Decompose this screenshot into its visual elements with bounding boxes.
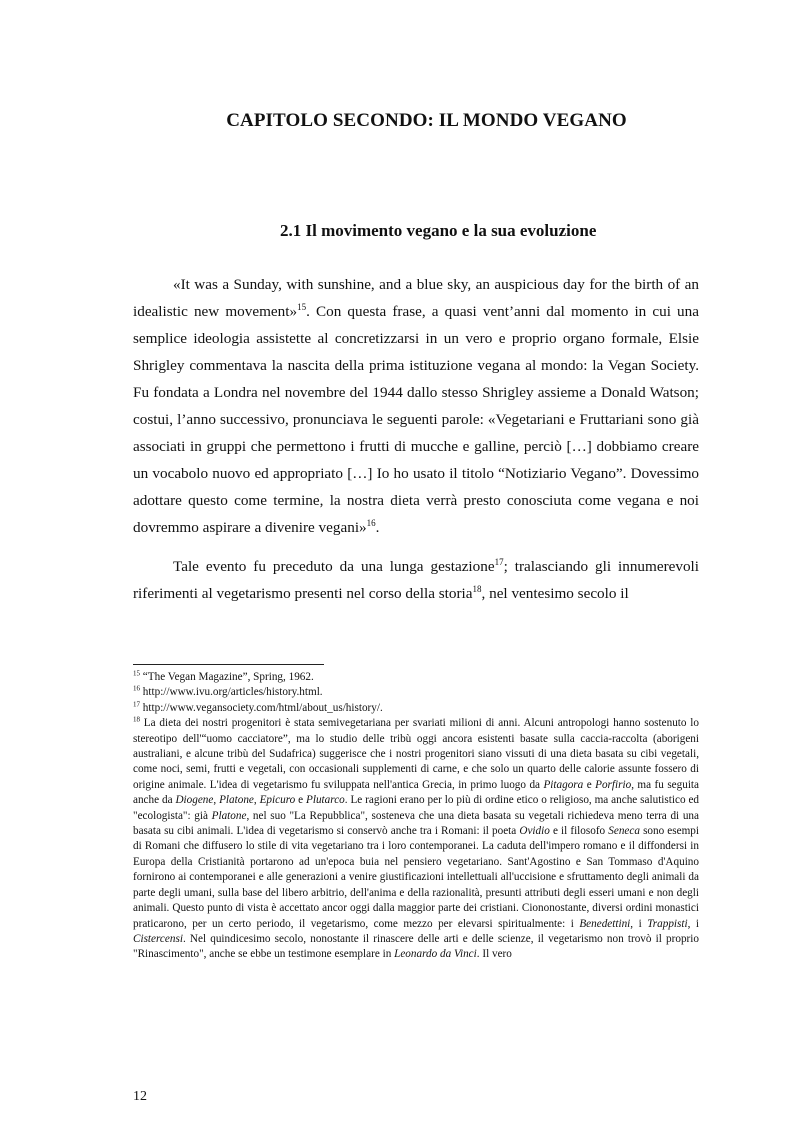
- paragraph-1-text-a: «It was a Sunday, with sunshine, and a blue sky, an auspicious day for the birth of an idealistic new movement»: [133, 276, 699, 320]
- footnotes: [133, 670, 699, 963]
- footnote-16: [133, 685, 699, 700]
- paragraph-2-text-a: Tale evento fu preceduto da una lunga gestazione: [173, 558, 495, 575]
- footnote-italic-name: Ovidio: [519, 825, 550, 838]
- footnote-text: La dieta dei nostri progenitori è stata semivegetariana per svariati milioni di anni. Alcuni antropologi hanno sostenuto lo stereotipo dell'“uomo cacciatore”, ma lo studio delle tribù oggi ancora esistenti basate sulla caccia-raccolta (aborigeni australiani, e alcune tribù del Sudafrica) suggerisce che i nostri progenitori siano vissuti di una dieta basata su cibi vegetali, come noci, semi, frutti e vegetali, con occasionali supplementi di carne, e che solo un quarto delle calorie assunte fossero di origine animale. L'idea di vegetarismo fu sviluppata nell'antica Grecia, in primo luogo da: [133, 717, 699, 791]
- footnote-italic-name: Platone: [219, 794, 254, 807]
- paragraph-1: [133, 271, 699, 541]
- footnote-text: , nel suo "La Repubblica", sosteneva che una dieta basata su vegetali richiedeva meno terra di una basata su cibi animali. L'idea di vegetarismo si conservò anche tra i Romani: il poeta: [133, 809, 699, 838]
- footnote-separator: [133, 664, 324, 665]
- footnote-text: e il filosofo: [549, 825, 609, 838]
- paragraph-1-text-b: . Con questa frase, a quasi vent’anni dal momento in cui una semplice ideologia assistette al concretizzarsi in un vero e proprio organo formale, Elsie Shrigley commentava la nascita della prima istituzione vegana al mondo: la Vegan Society. Fu fondata a Londra nel novembre del 1944 dallo stesso Shrigley assieme a Donald Watson; costui, l’anno successivo, pronunciava le seguenti parole: «Vegetariani e Fruttariani sono già associati in gruppi che permettono i frutti di mucche e galline, perciò […] dobbiamo creare un vocabolo nuovo ed appropriato […] Io ho usato il titolo “Notiziario Vegano”. Dovessimo adottare questo come termine, la nostra dieta verrà presto conosciuta come vegana e noi dovremmo aspirare a divenire vegani»: [133, 303, 699, 536]
- footnote-text: , ma fu seguita anche da: [133, 778, 700, 807]
- footnote-text: . Il vero: [476, 948, 512, 961]
- footnote-italic-name: Seneca: [608, 825, 640, 838]
- chapter-title: CAPITOLO SECONDO: IL MONDO VEGANO: [226, 109, 627, 131]
- footnote-text: , i: [630, 917, 648, 930]
- footnote-number: 18: [133, 715, 140, 724]
- footnote-italic-name: Platone: [211, 809, 247, 822]
- footnote-italic-name: Pitagora: [543, 778, 584, 791]
- footnote-text: . Le ragioni erano per lo più di ordine etico o religioso, ma anche salutistico ed "ecologista": già: [133, 794, 700, 822]
- footnote-number: 17: [133, 700, 140, 709]
- footnote-ref-17: 17: [494, 556, 504, 567]
- footnote-text: ,: [213, 794, 220, 807]
- footnote-text: sono esempi di Romani che diffusero lo stile di vita vegetariano tra i loro contemporanei. La caduta dell'impero romano e il diffondersi in Europa della Cristianità portarono ad un'epoca buia nel pensiero vegetariano. Sant'Agostino e San Tommaso d'Aquino fornirono ai contemporanei e alle generazioni a venire giustificazioni intellettuali all'uccisione e sfruttamento degli animali da parte degli umani, sulla base del libero arbitrio, dell'anima e della razionalità, presunti attributi degli esseri umani e non degli animali. Questo punto di vista è accettato ancor oggi dalla maggior parte dei cristiani. Ciononostante, diversi ordini monastici praticarono, per un certo periodo, il vegetarismo, come mezzo per elevarsi spiritualmente: i: [133, 825, 699, 930]
- footnote-text: e: [295, 794, 307, 807]
- footnote-italic-name: Porfirio: [595, 778, 632, 791]
- body-text: [133, 271, 699, 607]
- footnote-text: . Nel quindicesimo secolo, nonostante il rinascere delle arti e delle scienze, il vegetarismo non trovò il proprio "Rinascimento", anche se ebbe un testimone esemplare in: [133, 932, 699, 961]
- footnote-ref-16: 16: [366, 517, 376, 528]
- footnote-18: [133, 716, 699, 963]
- footnote-17: [133, 701, 699, 716]
- footnote-number: 16: [133, 684, 140, 693]
- footnote-text: ,: [253, 794, 260, 807]
- footnote-text: e: [583, 778, 596, 791]
- footnote-number: 15: [133, 669, 140, 678]
- footnote-text: , i: [687, 917, 700, 930]
- footnote-italic-name: Epicuro: [259, 794, 296, 807]
- footnote-italic-name: Trappisti: [647, 917, 688, 930]
- paragraph-2: [133, 553, 699, 607]
- footnote-italic-name: Leonardo da Vinci: [394, 948, 477, 961]
- footnote-text: http://www.ivu.org/articles/history.html.: [140, 686, 323, 699]
- footnote-italic-name: Diogene: [175, 794, 214, 807]
- paragraph-2-text-c: , nel ventesimo secolo il: [481, 585, 629, 602]
- footnote-italic-name: Benedettini: [579, 917, 631, 930]
- paragraph-2-text-b: ; tralasciando gli innumerevoli riferimenti al vegetarismo presenti nel corso della storia: [133, 558, 699, 602]
- footnote-text: “The Vegan Magazine”, Spring, 1962.: [140, 671, 314, 683]
- footnote-ref-15: 15: [297, 301, 307, 312]
- page-number: 12: [133, 1089, 147, 1104]
- footnote-italic-name: Plutarco: [306, 794, 345, 807]
- section-title: 2.1 Il movimento vegano e la sua evoluzione: [280, 221, 597, 241]
- footnote-text: http://www.vegansociety.com/html/about_us/history/.: [140, 701, 383, 714]
- footnote-italic-name: Cistercensi: [133, 932, 183, 945]
- footnote-15: [133, 670, 699, 685]
- footnote-ref-18: 18: [472, 583, 482, 594]
- paragraph-1-text-c: .: [375, 519, 380, 536]
